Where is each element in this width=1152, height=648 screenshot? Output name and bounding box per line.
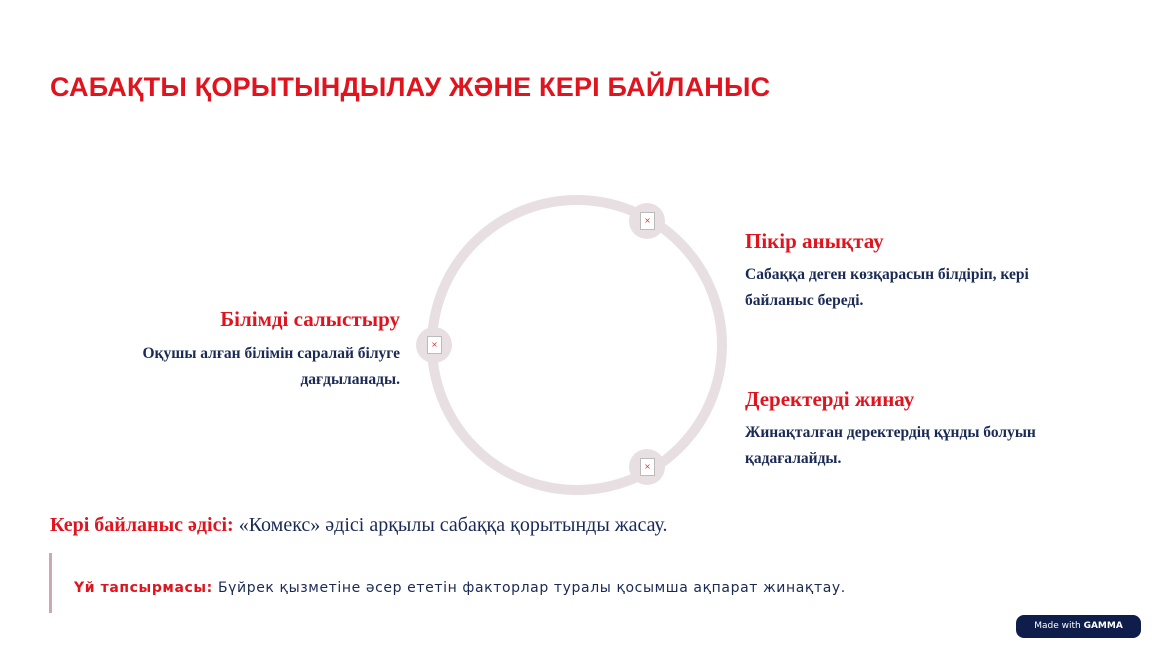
broken-image-icon: ×	[427, 336, 442, 354]
homework-label: Үй тапсырмасы:	[74, 580, 213, 596]
homework	[74, 580, 846, 596]
badge-prefix: Made with	[1034, 621, 1084, 631]
cycle-node-2	[629, 449, 665, 485]
step-heading: Білімді салыстыру	[220, 307, 400, 331]
cycle-node-1	[629, 203, 665, 239]
step-heading: Деректерді жинау	[745, 387, 915, 411]
step-description: Жинақталған деректердің құнды болуын қадағалайды.	[745, 424, 1036, 467]
badge-brand: GAMMA	[1083, 621, 1123, 631]
step-heading: Пікір анықтау	[745, 229, 884, 253]
callout-bar	[49, 553, 52, 613]
broken-image-icon: ×	[640, 458, 655, 476]
homework-text: Бүйрек қызметіне әсер ететін факторлар туралы қосымша ақпарат жинақтау.	[212, 580, 846, 596]
step-description: Оқушы алған білімін саралай білуге дағдыланады.	[142, 345, 400, 388]
made-with-gamma-badge[interactable]	[1016, 615, 1141, 638]
broken-image-icon: ×	[640, 212, 655, 230]
method-label: Кері байланыс әдісі:	[50, 514, 234, 536]
cycle-node-3	[416, 327, 452, 363]
page-title: САБАҚТЫ ҚОРЫТЫНДЫЛАУ ЖӘНЕ КЕРІ БАЙЛАНЫС	[50, 72, 771, 102]
feedback-method	[50, 514, 667, 537]
step-description: Сабаққа деген көзқарасын білдіріп, кері байланыс береді.	[745, 266, 1029, 309]
method-text: «Комекс» әдісі арқылы сабаққа қорытынды жасау.	[233, 514, 668, 536]
